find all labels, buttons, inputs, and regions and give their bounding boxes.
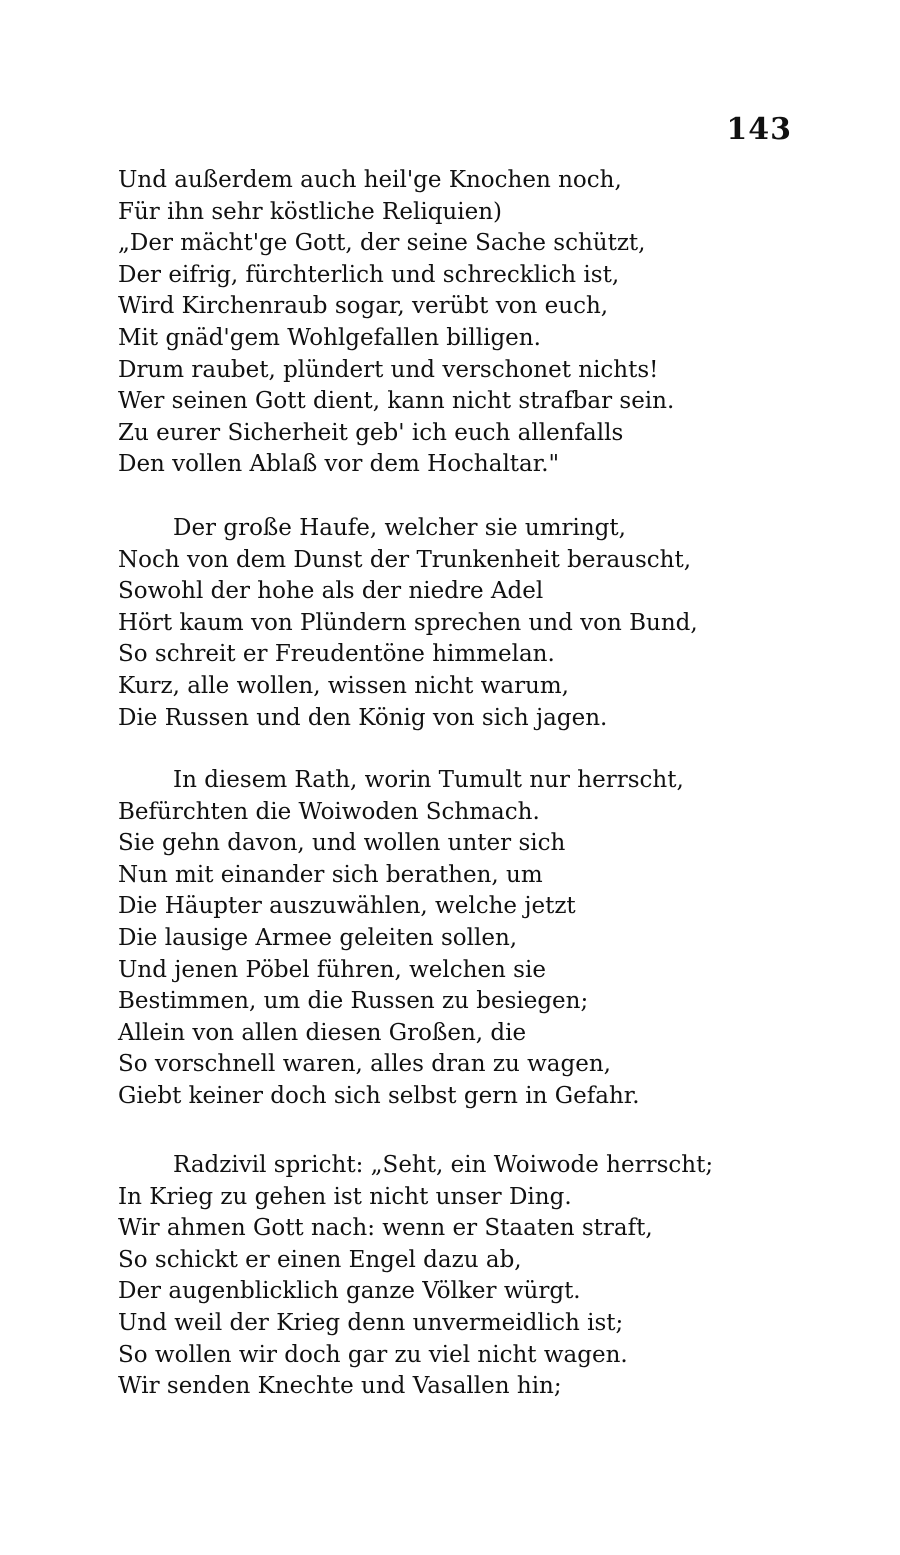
verse-line: So schickt er einen Engel dazu ab, — [118, 1246, 522, 1273]
verse-line: „Der mächt'ge Gott, der seine Sache schützt, — [118, 230, 646, 257]
verse-line: Die Russen und den König von sich jagen. — [118, 704, 608, 731]
verse-line: Und jenen Pöbel führen, welchen sie — [118, 956, 546, 983]
stanza — [118, 513, 698, 734]
verse-line: So vorschnell waren, alles dran zu wagen, — [118, 1051, 611, 1078]
verse-line: Nun mit einander sich berathen, um — [118, 861, 543, 888]
verse-line: So schreit er Freudentöne himmelan. — [118, 641, 555, 668]
verse-line: Zu eurer Sicherheit geb' ich euch allenfalls — [118, 419, 624, 446]
verse-line: Und außerdem auch heil'ge Knochen noch, — [118, 167, 622, 193]
stanza — [118, 765, 684, 1113]
verse-line: Wir senden Knechte und Vasallen hin; — [118, 1373, 562, 1400]
verse-line: So wollen wir doch gar zu viel nicht wagen. — [118, 1341, 628, 1368]
verse-line: Wir ahmen Gott nach: wenn er Staaten straft, — [118, 1215, 653, 1242]
verse-line: Den vollen Ablaß vor dem Hochaltar." — [118, 451, 560, 478]
verse-line: Die lausige Armee geleiten sollen, — [118, 924, 518, 951]
verse-line: Mit gnäd'gem Wohlgefallen billigen. — [118, 324, 541, 351]
verse-line: Für ihn sehr köstliche Reliquien) — [118, 198, 502, 225]
verse-line: Der eifrig, fürchterlich und schrecklich ist, — [118, 261, 620, 288]
verse-line: In diesem Rath, worin Tumult nur herrscht, — [173, 767, 684, 793]
verse-line: Und weil der Krieg denn unvermeidlich ist; — [118, 1309, 624, 1336]
verse-line: Giebt keiner doch sich selbst gern in Gefahr. — [118, 1082, 640, 1109]
verse-line: Radzivil spricht: „Seht, ein Woiwode herrscht; — [173, 1152, 714, 1178]
verse-line: Drum raubet, plündert und verschonet nichts! — [118, 356, 659, 383]
verse-line: Allein von allen diesen Großen, die — [118, 1019, 527, 1046]
verse-line: Bestimmen, um die Russen zu besiegen; — [118, 988, 589, 1015]
verse-line: Wer seinen Gott dient, kann nicht strafbar sein. — [118, 388, 675, 415]
verse-line: Hört kaum von Plündern sprechen und von Bund, — [118, 609, 698, 636]
verse-line: Die Häupter auszuwählen, welche jetzt — [118, 893, 576, 920]
verse-line: Sowohl der hohe als der niedre Adel — [118, 578, 544, 605]
verse-line: Kurz, alle wollen, wissen nicht warum, — [118, 672, 569, 699]
verse-line: Der große Haufe, welcher sie umringt, — [173, 515, 626, 541]
verse-line: In Krieg zu gehen ist nicht unser Ding. — [118, 1183, 572, 1210]
verse-line: Sie gehn davon, und wollen unter sich — [118, 830, 566, 857]
verse-line: Der augenblicklich ganze Völker würgt. — [118, 1278, 581, 1305]
stanza — [118, 1150, 713, 1403]
stanza — [118, 165, 674, 481]
page-number: 143 — [726, 112, 792, 147]
verse-line: Noch von dem Dunst der Trunkenheit berauscht, — [118, 546, 692, 573]
verse-line: Befürchten die Woiwoden Schmach. — [118, 798, 540, 825]
verse-line: Wird Kirchenraub sogar, verübt von euch, — [118, 293, 609, 320]
